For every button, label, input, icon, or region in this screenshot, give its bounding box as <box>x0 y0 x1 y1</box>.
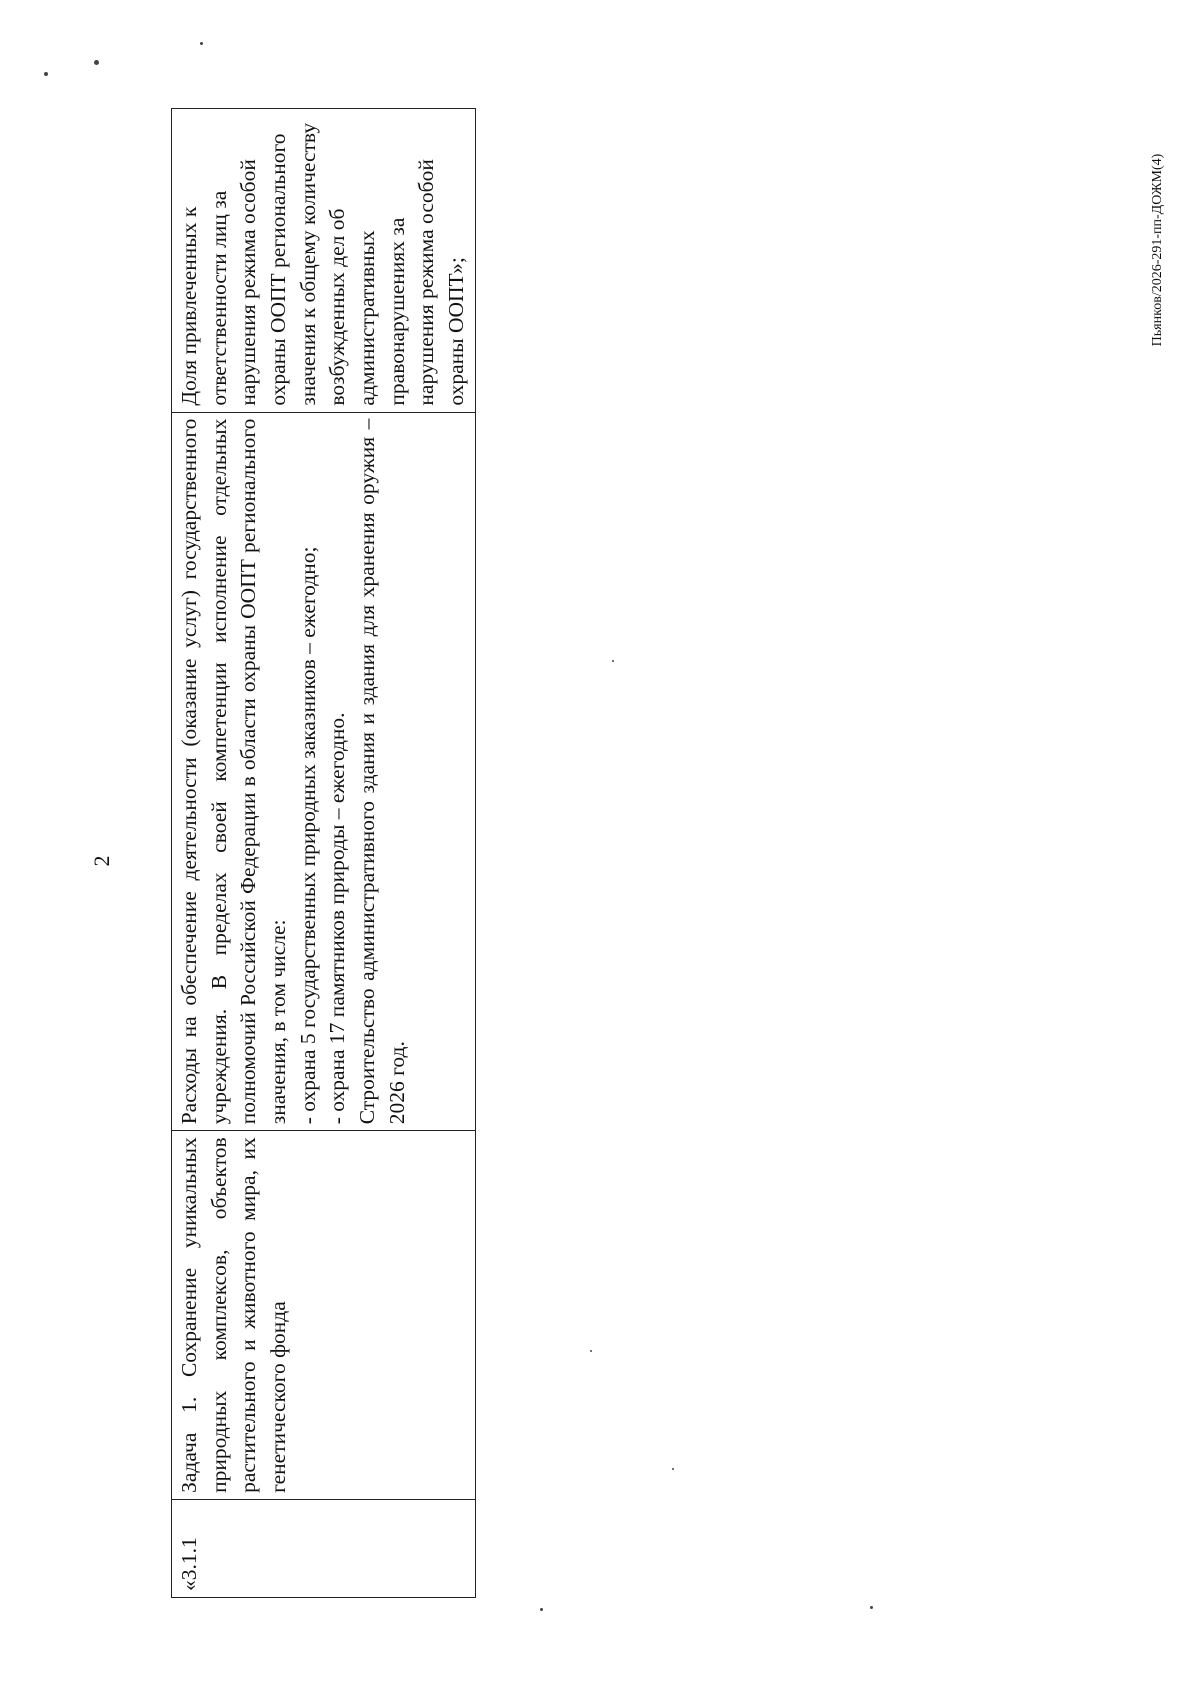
page-number: 2 <box>89 855 114 867</box>
scan-speck <box>94 60 99 65</box>
scan-speck <box>672 1468 674 1470</box>
scan-speck <box>590 1350 592 1352</box>
row-number-cell: «3.1.1 <box>172 1499 476 1597</box>
program-table <box>171 108 476 1598</box>
expenses-text: Расходы на обеспечение деятельности (оказание услуг) государственного учреждения. В пределах своей компетенции исполнение отдельных полномочий Российской Федерации в области охраны ООПТ регионального значения, в том числе: <box>177 418 290 1125</box>
task-cell: Задача 1. Сохранение уникальных природных комплексов, объектов растительного и животного мира, их генетического фонда <box>172 1131 476 1500</box>
expenses-text: Строительство административного здания и здания для хранения оружия – 2026 год. <box>354 418 409 1125</box>
document-code: Пьянков/2026-291-пп-ДОЖМ(4) <box>1150 153 1165 347</box>
expenses-text: - охрана 17 памятников природы – ежегодно. <box>325 712 350 1125</box>
scan-speck <box>870 1606 873 1609</box>
table-row <box>172 109 476 1598</box>
expenses-cell <box>172 412 476 1131</box>
scan-speck <box>612 660 614 662</box>
scan-speck <box>540 1608 543 1611</box>
rotated-table-container <box>171 108 468 1598</box>
indicator-cell: Доля привлеченных к ответственности лиц за нарушения режима особой охраны ООПТ регионального значения к общему количеству возбужденных дел об административных правонарушениях за нарушения режима особой охраны ООПТ»; <box>172 109 476 413</box>
scan-speck <box>200 42 203 45</box>
expenses-text: - охрана 5 государственных природных заказников – ежегодно; <box>295 546 320 1125</box>
scan-speck <box>44 72 48 76</box>
